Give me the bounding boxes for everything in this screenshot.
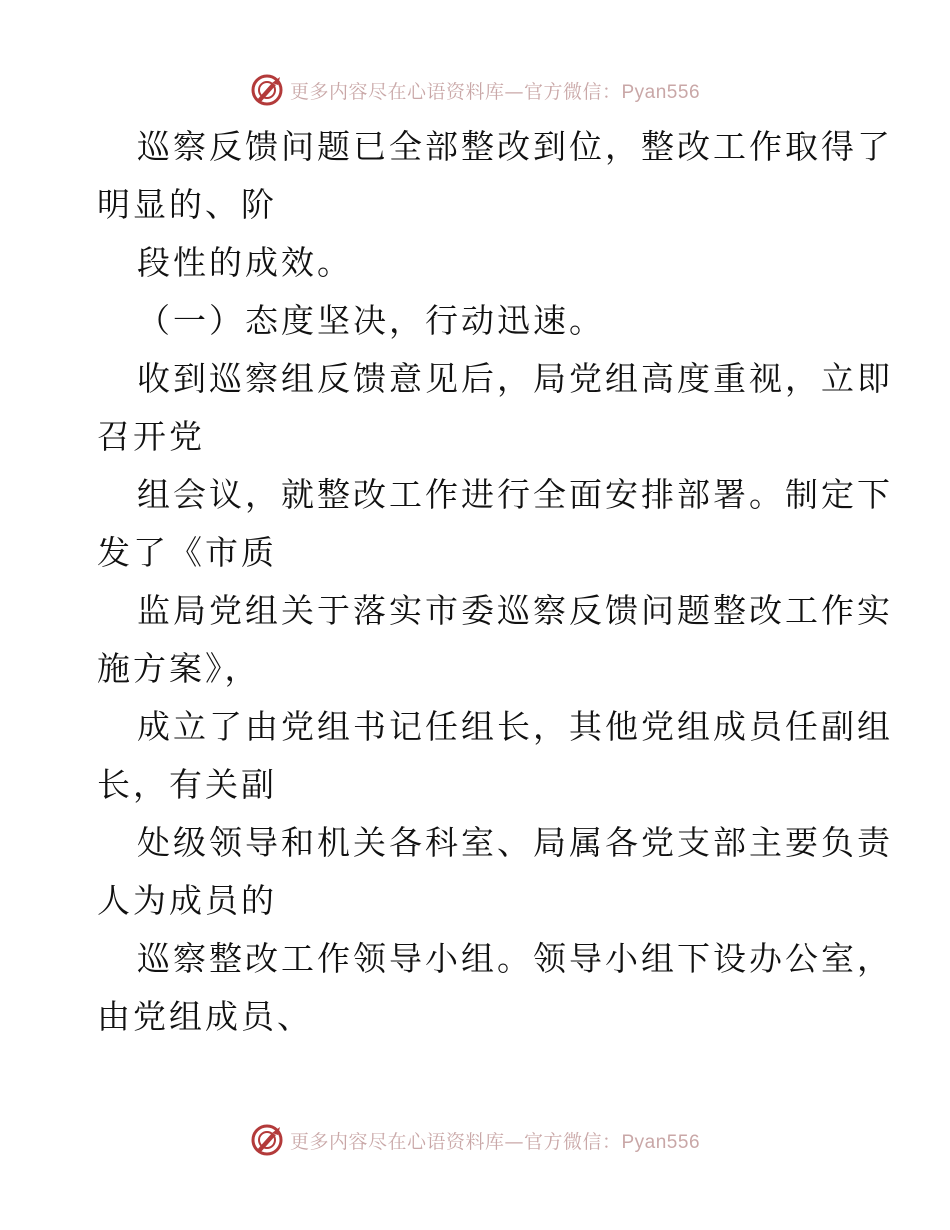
text-line: 巡察反馈问题已全部整改到位，整改工作取得了 [137, 127, 893, 166]
text-line: 明显的、阶 [97, 185, 277, 224]
watermark-text: 更多内容尽在心语资料库—官方微信： [289, 80, 622, 103]
watermark-id: Pyan556 [621, 81, 701, 103]
text-line: 成立了由党组书记任组长，其他党组成员任副组 [137, 707, 893, 746]
header-watermark [0, 70, 950, 110]
text-line: 巡察整改工作领导小组。领导小组下设办公室， [137, 939, 893, 978]
watermark-id: Pyan556 [621, 1131, 701, 1153]
text-line: 长，有关副 [97, 765, 277, 804]
text-line: 段性的成效。 [137, 243, 353, 282]
text-line: 处级领导和机关各科室、局属各党支部主要负责 [137, 823, 893, 862]
text-line: 人为成员的 [97, 881, 277, 920]
text-line: 施方案》， [97, 649, 261, 688]
text-line: 组会议，就整改工作进行全面安排部署。制定下 [137, 475, 893, 514]
footer-watermark [0, 1120, 950, 1160]
text-line: 召开党 [97, 417, 205, 456]
text-line: 监局党组关于落实市委巡察反馈问题整改工作实 [137, 591, 893, 630]
logo-icon [250, 73, 284, 107]
text-line: 由党组成员、 [97, 997, 313, 1036]
text-line: 收到巡察组反馈意见后，局党组高度重视，立即 [137, 359, 893, 398]
logo-icon [250, 1123, 284, 1157]
text-line: 发了《市质 [97, 533, 277, 572]
document-body [97, 118, 893, 1046]
watermark-text: 更多内容尽在心语资料库—官方微信： [289, 1130, 622, 1153]
text-line: （一）态度坚决，行动迅速。 [137, 301, 605, 340]
